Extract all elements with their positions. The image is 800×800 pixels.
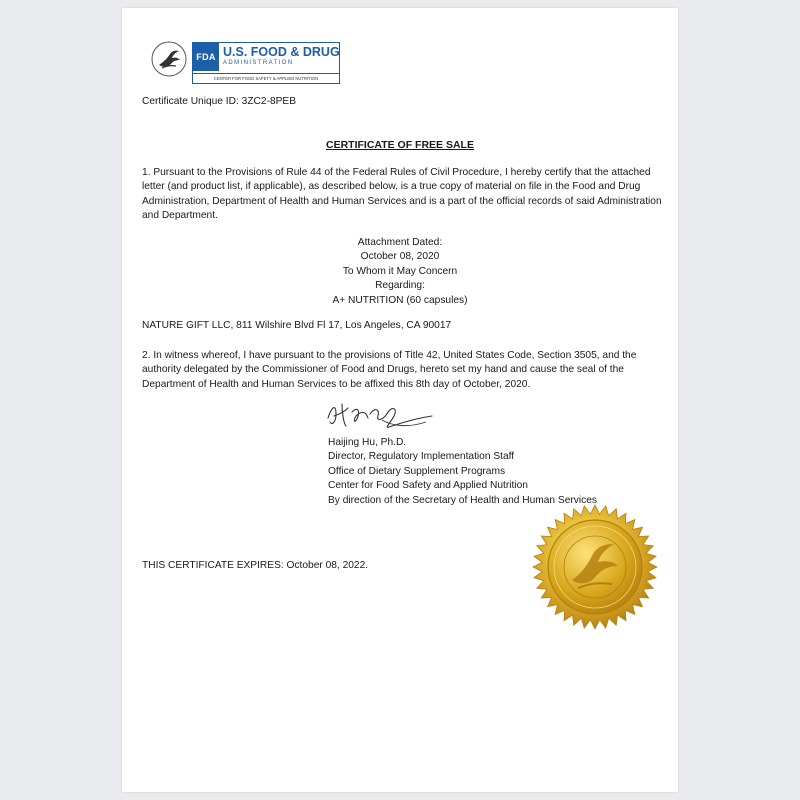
signature-image [322, 396, 444, 438]
attachment-block [122, 236, 678, 308]
expiration-notice: THIS CERTIFICATE EXPIRES: October 08, 2022. [142, 560, 369, 571]
certificate-page [122, 8, 678, 792]
attachment-line: A+ NUTRITION (60 capsules) [332, 294, 468, 306]
signer-block [328, 436, 597, 508]
attachment-line: To Whom it May Concern [342, 265, 458, 277]
fda-wordmark [192, 42, 340, 84]
attachment-line: Regarding: [375, 280, 425, 292]
paragraph-2: 2. In witness whereof, I have pursuant to the provisions of Title 42, United States Code, Section 3505, and the authority delegated by the Commissioner of Food and Drugs, hereto set my hand and cause the seal of the Department of Health and Human Services to be affixed this 8th day of October, 2020. [142, 350, 637, 390]
signer-line: Director, Regulatory Implementation Staff [328, 451, 515, 463]
certificate-title: CERTIFICATE OF FREE SALE [326, 139, 474, 151]
hhs-eagle-seal-icon [150, 40, 188, 78]
fda-center-name: CENTER FOR FOOD SAFETY & APPLIED NUTRITION [193, 73, 339, 84]
signer-line: Office of Dietary Supplement Programs [328, 465, 506, 477]
signer-line: Haijing Hu, Ph.D. [328, 437, 407, 448]
signer-line: By direction of the Secretary of Health and Human Services [328, 494, 597, 506]
fda-title: U.S. FOOD & DRUG [223, 45, 340, 59]
gold-hhs-seal-icon [532, 504, 658, 630]
attachment-line: October 08, 2020 [360, 251, 440, 263]
fda-logo [150, 40, 350, 84]
paragraph-1: 1. Pursuant to the Provisions of Rule 44 of the Federal Rules of Civil Procedure, I hereby certify that the attached letter (and product list, if applicable), as described below, is a true copy of material on file in the Food and Drug Administration, Department of Health and Human Services and is a part of the official records of said Administration and Department. [142, 167, 662, 222]
attachment-line: Attachment Dated: [357, 237, 443, 248]
signer-line: Center for Food Safety and Applied Nutrition [328, 480, 528, 492]
fda-subtitle: ADMINISTRATION [223, 60, 294, 66]
fda-mark: FDA [193, 43, 219, 71]
certificate-id: Certificate Unique ID: 3ZC2-8PEB [142, 96, 297, 107]
company-address: NATURE GIFT LLC, 811 Wilshire Blvd Fl 17, Los Angeles, CA 90017 [142, 320, 452, 331]
